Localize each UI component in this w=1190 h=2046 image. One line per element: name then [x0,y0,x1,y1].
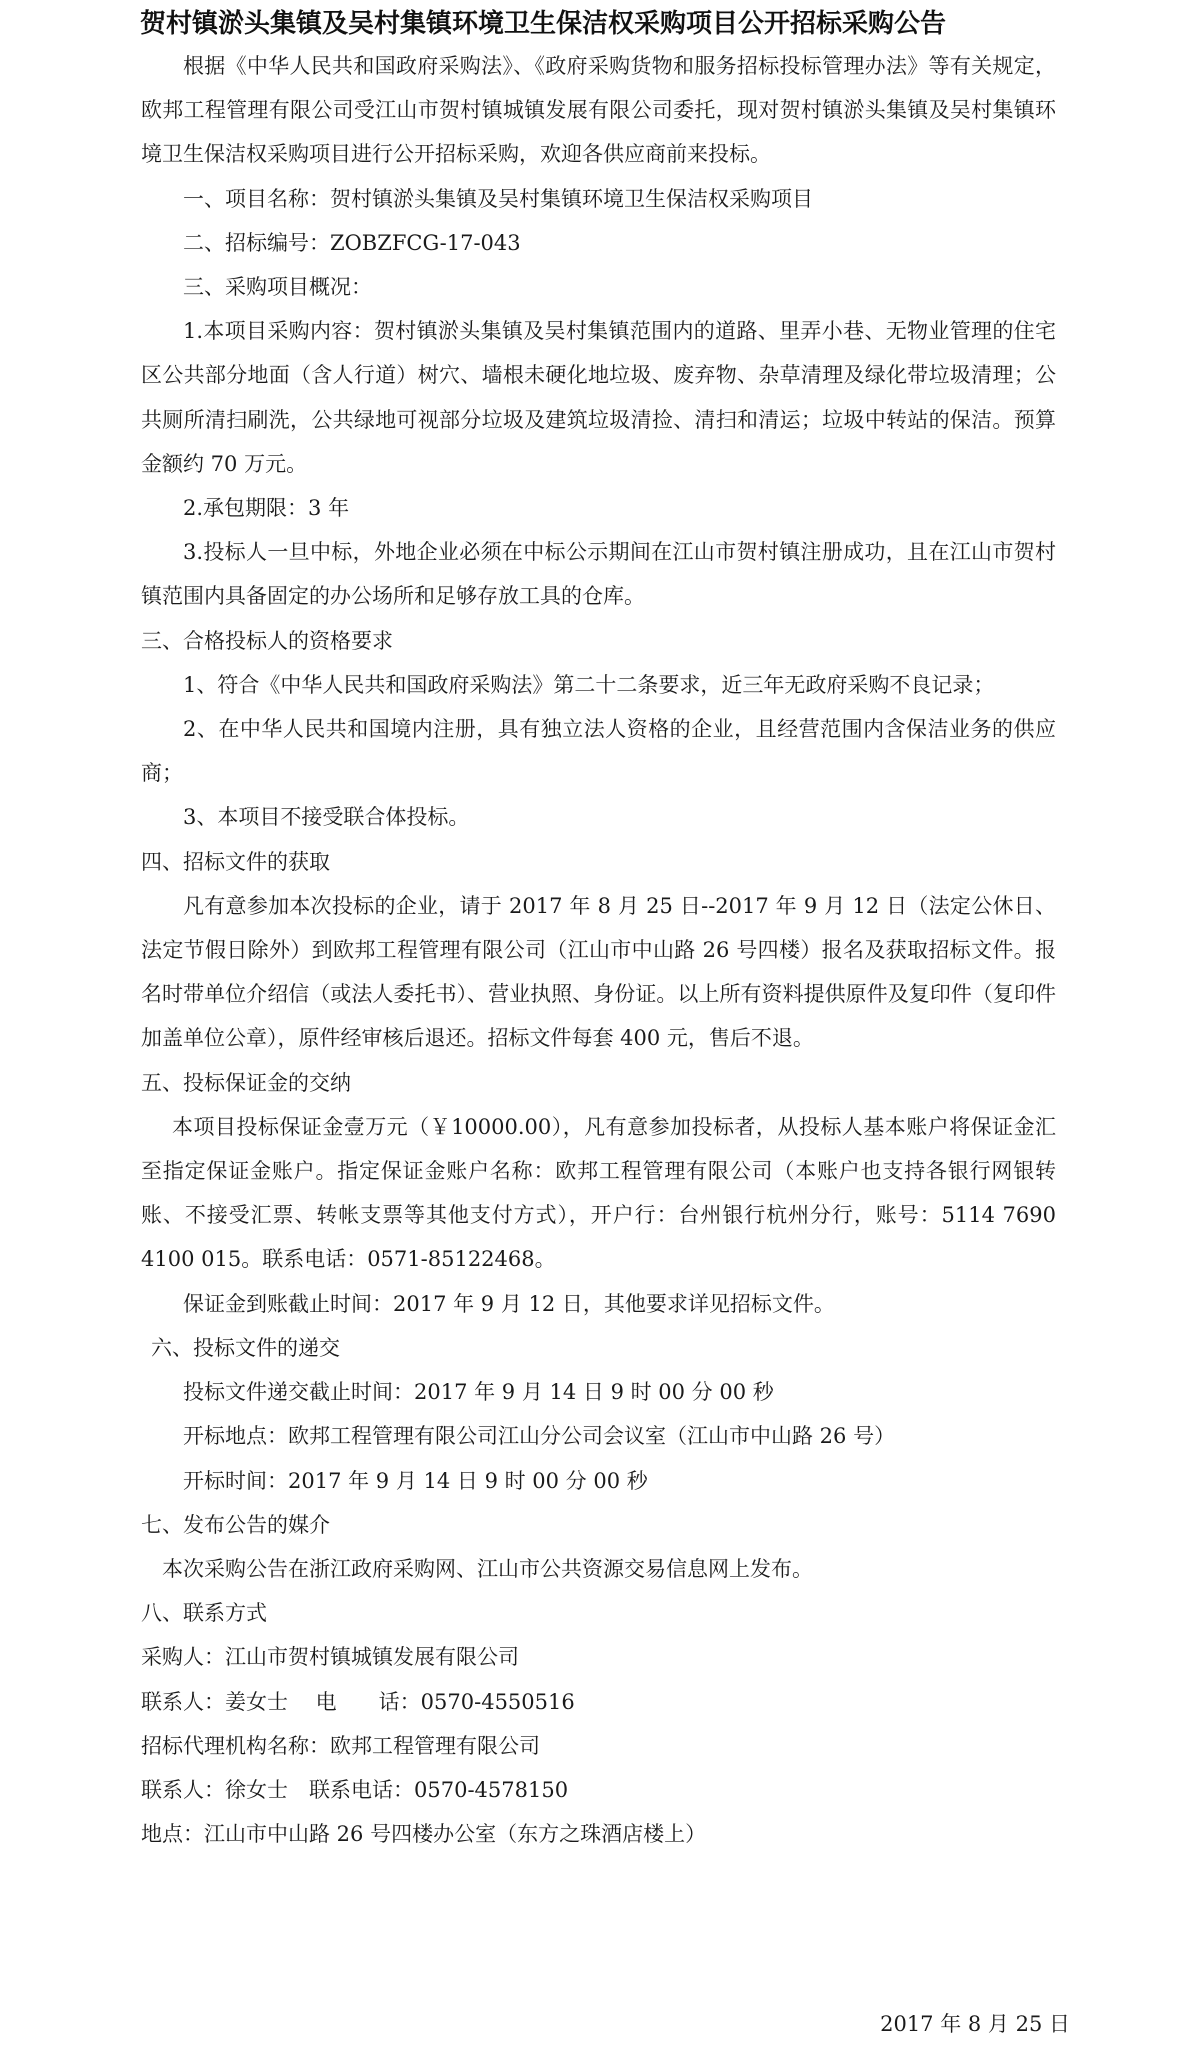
submission-heading: 六、投标文件的递交 [151,1335,340,1360]
qualification-item-1: 1、符合《中华人民共和国政府采购法》第二十二条要求，近三年无政府采购不良记录； [183,672,995,697]
announcement-date: 2017 年 8 月 25 日 [880,2012,1070,2036]
tender-docs-body: 凡有意参加本次投标的企业，请于 2017 年 8 月 25 日--2017 年 9 月 12 日（法定公休日、法定节假日除外）到欧邦工程管理有限公司（江山市中山路 26 号四楼）报名及获取招标文件。报名时带单位介绍信（或法人委托书）、营业执照、身份证。以上所有资料提供原件及复印件（复印件加盖单位公章），原件经审核后退还。招标文件每套 400 元，售后不退。 [141,893,1056,1051]
intro-paragraph: 根据《中华人民共和国政府采购法》、《政府采购货物和服务招标投标管理办法》等有关规定，欧邦工程管理有限公司受江山市贺村镇城镇发展有限公司委托，现对贺村镇淤头集镇及吴村集镇环境卫生保洁权采购项目进行公开招标采购，欢迎各供应商前来投标。 [141,54,1056,167]
publication-media-heading: 七、发布公告的媒介 [141,1512,330,1537]
publication-media-body: 本次采购公告在浙江政府采购网、江山市公共资源交易信息网上发布。 [162,1556,813,1581]
deposit-deadline: 保证金到账截止时间：2017 年 9 月 12 日，其他要求详见招标文件。 [183,1291,835,1316]
address-line: 地点：江山市中山路 26 号四楼办公室（东方之珠酒店楼上） [141,1822,707,1847]
contact-heading: 八、联系方式 [141,1601,267,1626]
purchaser-line: 采购人：江山市贺村镇城镇发展有限公司 [141,1645,519,1670]
bid-opening-time: 开标时间：2017 年 9 月 14 日 9 时 00 分 00 秒 [183,1468,648,1493]
project-overview-heading: 三、采购项目概况： [183,275,372,300]
qualification-item-3: 3、本项目不接受联合体投标。 [183,805,470,830]
contract-period-item: 2.承包期限：3 年 [183,496,350,521]
project-name-item: 一、项目名称：贺村镇淤头集镇及吴村集镇环境卫生保洁权采购项目 [183,186,813,211]
agency-line: 招标代理机构名称：欧邦工程管理有限公司 [141,1733,540,1758]
winning-bidder-requirement-item: 3.投标人一旦中标，外地企业必须在中标公示期间在江山市贺村镇注册成功，且在江山市贺村镇范围内具备固定的办公场所和足够存放工具的仓库。 [141,540,1056,609]
bid-opening-place: 开标地点：欧邦工程管理有限公司江山分公司会议室（江山市中山路 26 号） [183,1424,896,1449]
tender-docs-heading: 四、招标文件的获取 [141,849,330,874]
document-body [141,44,1056,1856]
purchaser-contact-line: 联系人：姜女士 电 话：0570-4550516 [141,1689,575,1714]
qualification-heading: 三、合格投标人的资格要求 [141,628,393,653]
deposit-heading: 五、投标保证金的交纳 [141,1070,351,1095]
tender-number-item: 二、招标编号：ZOBZFCG-17-043 [183,230,521,255]
document-title: 贺村镇淤头集镇及吴村集镇环境卫生保洁权采购项目公开招标采购公告 [140,9,947,39]
qualification-item-2: 2、在中华人民共和国境内注册，具有独立法人资格的企业，且经营范围内含保洁业务的供应商； [141,717,1056,786]
submission-deadline: 投标文件递交截止时间：2017 年 9 月 14 日 9 时 00 分 00 秒 [183,1380,774,1405]
procurement-content-item: 1.本项目采购内容：贺村镇淤头集镇及吴村集镇范围内的道路、里弄小巷、无物业管理的住宅区公共部分地面（含人行道）树穴、墙根未硬化地垃圾、废弃物、杂草清理及绿化带垃圾清理；公共厕所清扫刷洗，公共绿地可视部分垃圾及建筑垃圾清捡、清扫和清运；垃圾中转站的保洁。预算金额约 70 万元。 [141,319,1056,476]
deposit-body: 本项目投标保证金壹万元（￥10000.00），凡有意参加投标者，从投标人基本账户将保证金汇至指定保证金账户。指定保证金账户名称：欧邦工程管理有限公司（本账户也支持各银行网银转账、不接受汇票、转帐支票等其他支付方式），开户行：台州银行杭州分行，账号：5114 7690 4100 015。联系电话：0571-85122468。 [141,1114,1056,1272]
agency-contact-line: 联系人：徐女士 联系电话：0570-4578150 [141,1777,569,1802]
